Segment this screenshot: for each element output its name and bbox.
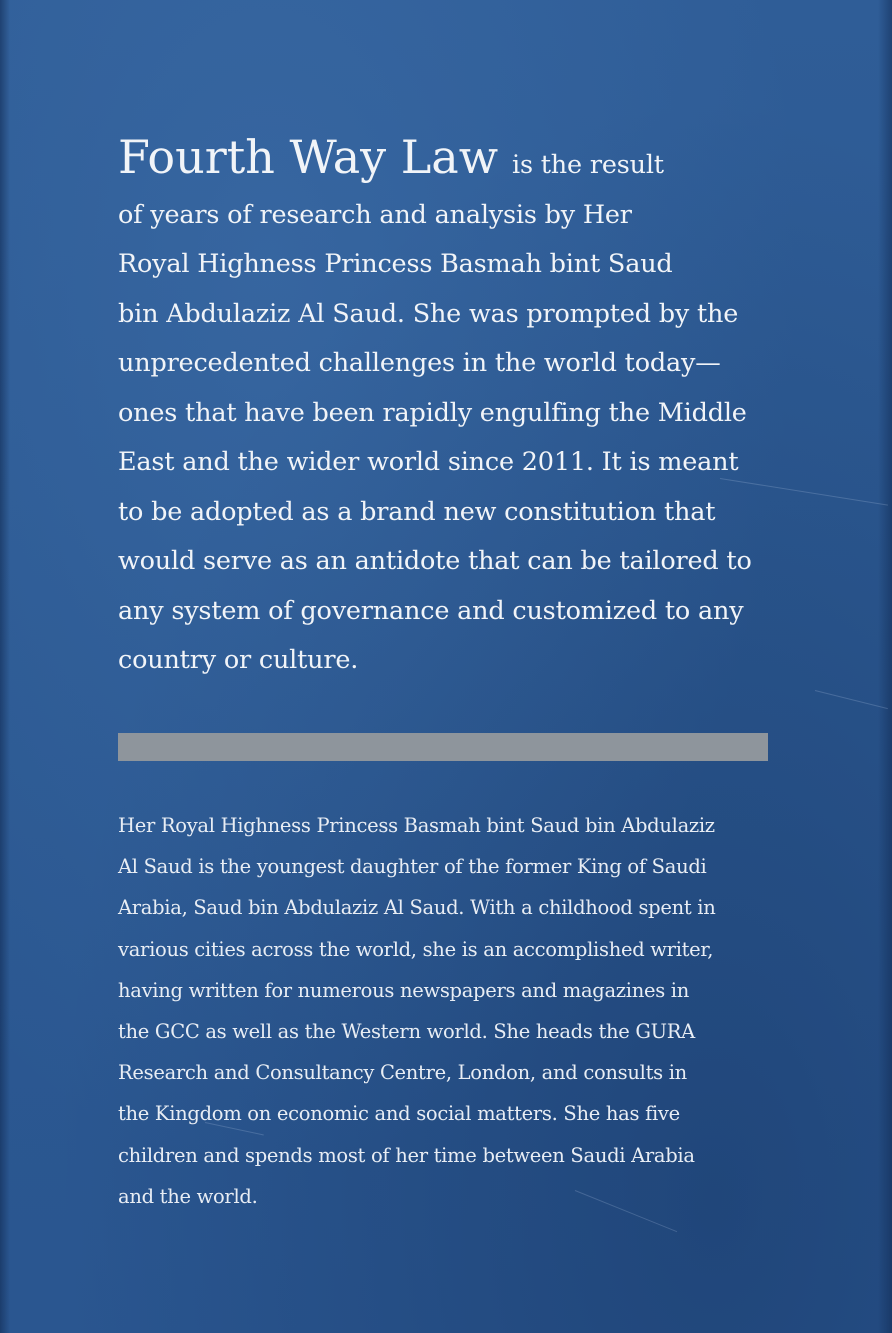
cover-right-edge xyxy=(878,0,892,1333)
blurb-line: East and the wider world since 2011. It is meant xyxy=(118,447,739,477)
blurb-line: of years of research and analysis by Her xyxy=(118,199,632,230)
bio-line: having written for numerous newspapers and magazines in xyxy=(118,978,690,1002)
blurb-line: any system of governance and customized to any xyxy=(118,595,744,626)
blurb-line: Royal Highness Princess Basmah bint Saud xyxy=(118,249,673,279)
blurb-line: is the result xyxy=(504,150,664,180)
bio-line: children and spends most of her time between Saudi Arabia xyxy=(118,1143,695,1167)
blurb-line: ones that have been rapidly engulfing the Middle xyxy=(118,397,747,428)
bio-line: the Kingdom on economic and social matters. She has five xyxy=(118,1102,680,1126)
blurb-line: to be adopted as a brand new constitution that xyxy=(118,496,716,527)
cover-blurb xyxy=(118,130,768,686)
bio-line: Al Saud is the youngest daughter of the former King of Saudi xyxy=(118,855,707,879)
book-title: Fourth Way Law xyxy=(118,130,499,184)
bio-line: Her Royal Highness Princess Basmah bint Saud bin Abdulaziz xyxy=(118,814,715,837)
blurb-line: would serve as an antidote that can be tailored to xyxy=(118,546,752,576)
bio-line: various cities across the world, she is an accomplished writer, xyxy=(118,937,714,961)
blurb-line: country or culture. xyxy=(118,645,359,675)
divider-bar xyxy=(118,733,768,761)
bio-line: Research and Consultancy Centre, London, and consults in xyxy=(118,1061,687,1085)
bio-line: the GCC as well as the Western world. She heads the GURA xyxy=(118,1020,695,1044)
cover-left-edge xyxy=(0,0,10,1333)
blurb-line: unprecedented challenges in the world today— xyxy=(118,348,721,378)
blurb-line: bin Abdulaziz Al Saud. She was prompted by the xyxy=(118,298,739,329)
surface-scratch xyxy=(815,690,888,709)
bio-line: Arabia, Saud bin Abdulaziz Al Saud. With a childhood spent in xyxy=(118,896,716,920)
bio-line: and the world. xyxy=(118,1184,258,1208)
author-bio xyxy=(118,805,768,1217)
